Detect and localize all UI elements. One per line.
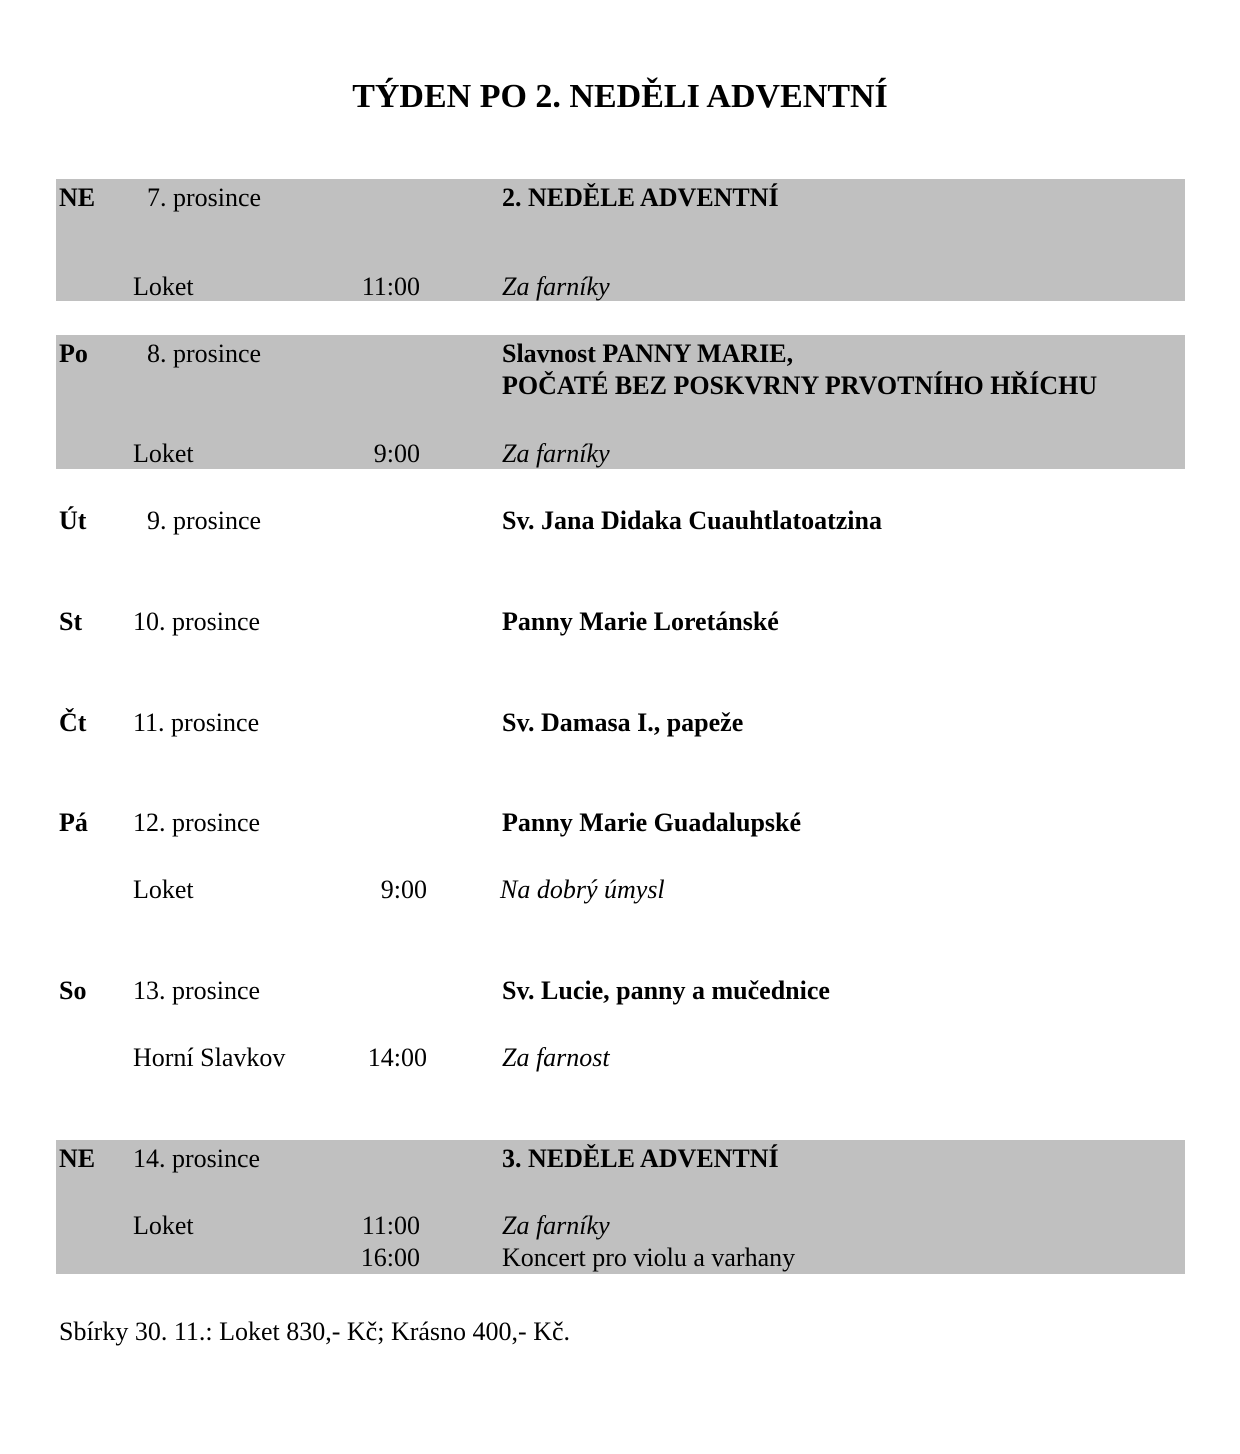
feast-title: Panny Marie Guadalupské: [502, 808, 802, 837]
day-date: 14. prosince: [133, 1144, 261, 1173]
mass-place: Loket: [133, 1211, 194, 1240]
mass-time: 16:00: [360, 1243, 420, 1272]
day-date: 13. prosince: [133, 976, 261, 1005]
mass-time: 11:00: [361, 272, 420, 301]
feast-title: Sv. Jana Didaka Cuauhtlatoatzina: [502, 506, 882, 535]
feast-title-line2: POČATÉ BEZ POSKVRNY PRVOTNÍHO HŘÍCHU: [502, 371, 1098, 400]
mass-time: 14:00: [367, 1043, 427, 1072]
mass-time: 11:00: [361, 1211, 420, 1240]
day-abbrev: NE: [59, 1144, 96, 1173]
feast-title: Sv. Damasa I., papeže: [502, 708, 744, 737]
day-abbrev: So: [59, 976, 87, 1005]
day-date: 10. prosince: [133, 607, 261, 636]
feast-title: Sv. Lucie, panny a mučednice: [502, 976, 830, 1005]
day-abbrev: NE: [59, 183, 96, 212]
mass-intention: Za farníky: [502, 439, 610, 468]
feast-title-line1: Slavnost PANNY MARIE,: [502, 339, 794, 368]
feast-name: . NEDĚLE ADVENTNÍ: [515, 183, 779, 212]
page-title: TÝDEN PO 2. NEDĚLI ADVENTNÍ: [352, 78, 888, 115]
day-abbrev: Čt: [59, 708, 87, 737]
mass-time: 9:00: [373, 439, 420, 468]
day-abbrev: Pá: [59, 808, 88, 837]
feast-title: [502, 182, 779, 214]
mass-intention: Za farníky: [502, 272, 610, 301]
mass-time: 9:00: [380, 875, 427, 904]
feast-title: Panny Marie Loretánské: [502, 607, 779, 636]
mass-intention: Za farníky: [502, 1211, 610, 1240]
day-date: 9. prosince: [147, 506, 262, 535]
feast-number: 2: [502, 183, 515, 212]
mass-intention: Na dobrý úmysl: [500, 875, 665, 904]
day-date: 11. prosince: [133, 708, 260, 737]
feast-title: 3. NEDĚLE ADVENTNÍ: [502, 1144, 779, 1173]
day-abbrev: Po: [59, 339, 88, 368]
day-abbrev: Út: [59, 506, 87, 535]
mass-place: Loket: [133, 439, 194, 468]
mass-place: Horní Slavkov: [133, 1043, 286, 1072]
event-description: Koncert pro violu a varhany: [502, 1243, 796, 1272]
mass-intention: Za farnost: [502, 1043, 610, 1072]
mass-place: Loket: [133, 875, 194, 904]
mass-place: Loket: [133, 272, 194, 301]
day-date: 12. prosince: [133, 808, 261, 837]
day-date: 7. prosince: [147, 183, 262, 212]
collections-note: Sbírky 30. 11.: Loket 830,- Kč; Krásno 400,- Kč.: [59, 1317, 571, 1346]
day-date: 8. prosince: [147, 339, 262, 368]
day-abbrev: St: [59, 607, 83, 636]
